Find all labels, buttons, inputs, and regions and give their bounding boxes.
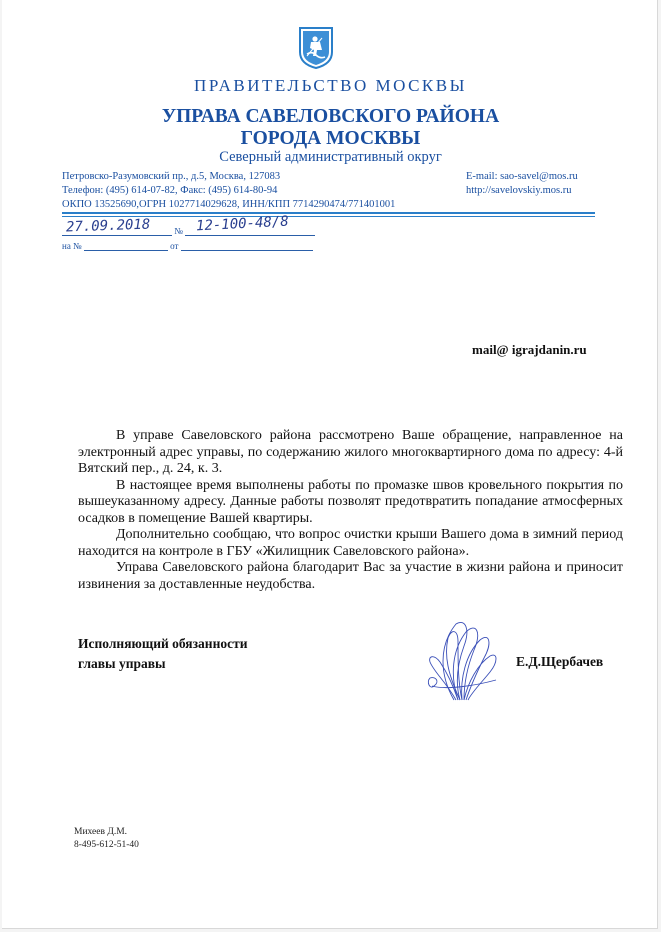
executor-info — [74, 826, 139, 852]
position-line-1: Исполняющий обязанности — [78, 636, 248, 651]
position-line-2: главы управы — [78, 656, 166, 671]
date-blank — [62, 235, 172, 236]
body-paragraph-1: В управе Савеловского района рассмотрено Ваше обращение, направленное на электронный адрес управы, по содержанию жилого многоквартирного дома по адресу: 4-й Вятский пер., д. 24, к. 3. — [78, 428, 623, 476]
government-title: ПРАВИТЕЛЬСТВО МОСКВЫ — [194, 76, 467, 95]
from-label: от — [170, 241, 179, 251]
recipient-email: mail@ igrajdanin.ru — [472, 342, 587, 357]
letter-body — [78, 428, 623, 593]
from-blank — [181, 250, 313, 251]
phone-text: Телефон: (495) 614-07-82, Факс: (495) 614-80-94 — [62, 185, 278, 196]
body-paragraph-2: В настоящее время выполнены работы по промазке швов кровельного покрытия по вышеуказанному адресу. Данные работы позволят предотвратить попадание атмосферных осадков в помещение Вашей квартиры. — [78, 477, 623, 526]
codes-text: ОКПО 13525690,ОГРН 1027714029628, ИНН/КПП 7714290474/771401001 — [62, 199, 396, 210]
okrug-subtitle: Северный административный округ — [219, 149, 442, 165]
number-label: № — [174, 226, 183, 236]
on-number-label: на № — [62, 241, 82, 251]
uprava-title-line1: УПРАВА САВЕЛОВСКОГО РАЙОНА — [161, 106, 500, 127]
signatory-name: Е.Д.Щербачев — [516, 654, 604, 669]
contacts-right — [466, 170, 578, 198]
reply-to-row — [62, 241, 313, 251]
executor-phone: 8-495-612-51-40 — [74, 840, 139, 850]
body-paragraph-3: Дополнительно сообщаю, что вопрос очистки крыши Вашего дома в зимний период находится на контроле в ГБУ «Жилищник Савеловского района». — [78, 527, 623, 559]
signatory-position — [78, 634, 248, 674]
moscow-coat-of-arms-icon — [298, 26, 334, 70]
uprava-title-line2: ГОРОДА МОСКВЫ — [240, 128, 421, 149]
number-blank — [185, 235, 315, 236]
contacts-left — [62, 170, 395, 212]
header-rule — [62, 212, 595, 214]
address-text: Петровско-Разумовский пр., д.5, Москва, 127083 — [62, 171, 281, 182]
email-text: E-mail: sao-savel@mos.ru — [466, 171, 578, 182]
executor-name: Михеев Д.М. — [74, 827, 128, 837]
handwritten-date: 27.09.2018 — [65, 216, 151, 236]
website-text: http://savelovskiy.mos.ru — [466, 185, 572, 196]
handwritten-signature — [426, 616, 506, 704]
body-paragraph-4: Управа Савеловского района благодарит Вас за участие в жизни района и приносит извинения за доставленные неудобства. — [78, 560, 623, 592]
on-number-blank — [84, 250, 168, 251]
handwritten-number: 12-100-48/8 — [195, 213, 290, 235]
